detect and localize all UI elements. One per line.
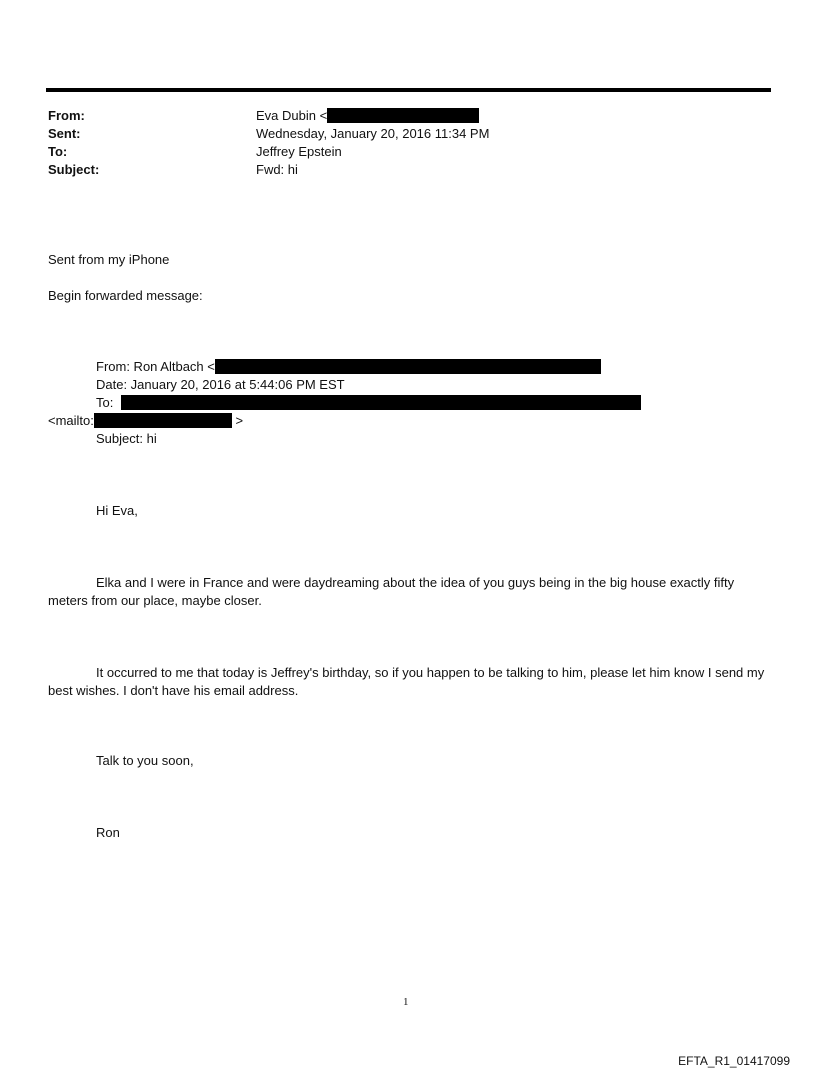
redaction-bar <box>327 108 479 123</box>
mailto-text: <mailto: <box>48 413 94 428</box>
bates-number: EFTA_R1_01417099 <box>678 1054 790 1068</box>
paragraph-1: Elka and I were in France and were daydreaming about the idea of you guys being in the big house exactly fifty meters from our place, maybe closer. <box>48 575 735 608</box>
subject-label: Subject: <box>48 162 100 177</box>
redaction-bar <box>94 413 232 428</box>
fwd-subject-line: Subject: hi <box>96 431 157 446</box>
fwd-from-text: From: Ron Altbach < <box>96 359 215 374</box>
fwd-from-line <box>96 358 601 376</box>
signature: Ron <box>96 825 120 840</box>
sent-value: Wednesday, January 20, 2016 11:34 PM <box>256 126 490 141</box>
fwd-mailto-line <box>48 412 243 430</box>
page-number: 1 <box>403 996 409 1008</box>
subject-value: Fwd: hi <box>256 162 298 177</box>
closing: Talk to you soon, <box>96 753 194 768</box>
greeting: Hi Eva, <box>96 503 138 518</box>
fwd-date-line: Date: January 20, 2016 at 5:44:06 PM EST <box>96 377 345 392</box>
from-value <box>256 107 479 125</box>
begin-forwarded-line: Begin forwarded message: <box>48 288 203 303</box>
to-label: To: <box>48 144 68 159</box>
fwd-to-text: To: <box>96 395 114 410</box>
from-label: From: <box>48 108 85 123</box>
redaction-bar <box>121 395 641 410</box>
to-value: Jeffrey Epstein <box>256 144 342 159</box>
sent-from-line: Sent from my iPhone <box>48 252 170 267</box>
fwd-to-line <box>96 394 641 412</box>
header-rule <box>46 88 771 92</box>
mailto-close: > <box>235 413 244 428</box>
from-name: Eva Dubin < <box>256 108 328 123</box>
sent-label: Sent: <box>48 126 81 141</box>
redaction-bar <box>215 359 601 374</box>
paragraph-2: It occurred to me that today is Jeffrey's birthday, so if you happen to be talking to him, please let him know I send my best wishes. I don't have his email address. <box>48 665 765 698</box>
